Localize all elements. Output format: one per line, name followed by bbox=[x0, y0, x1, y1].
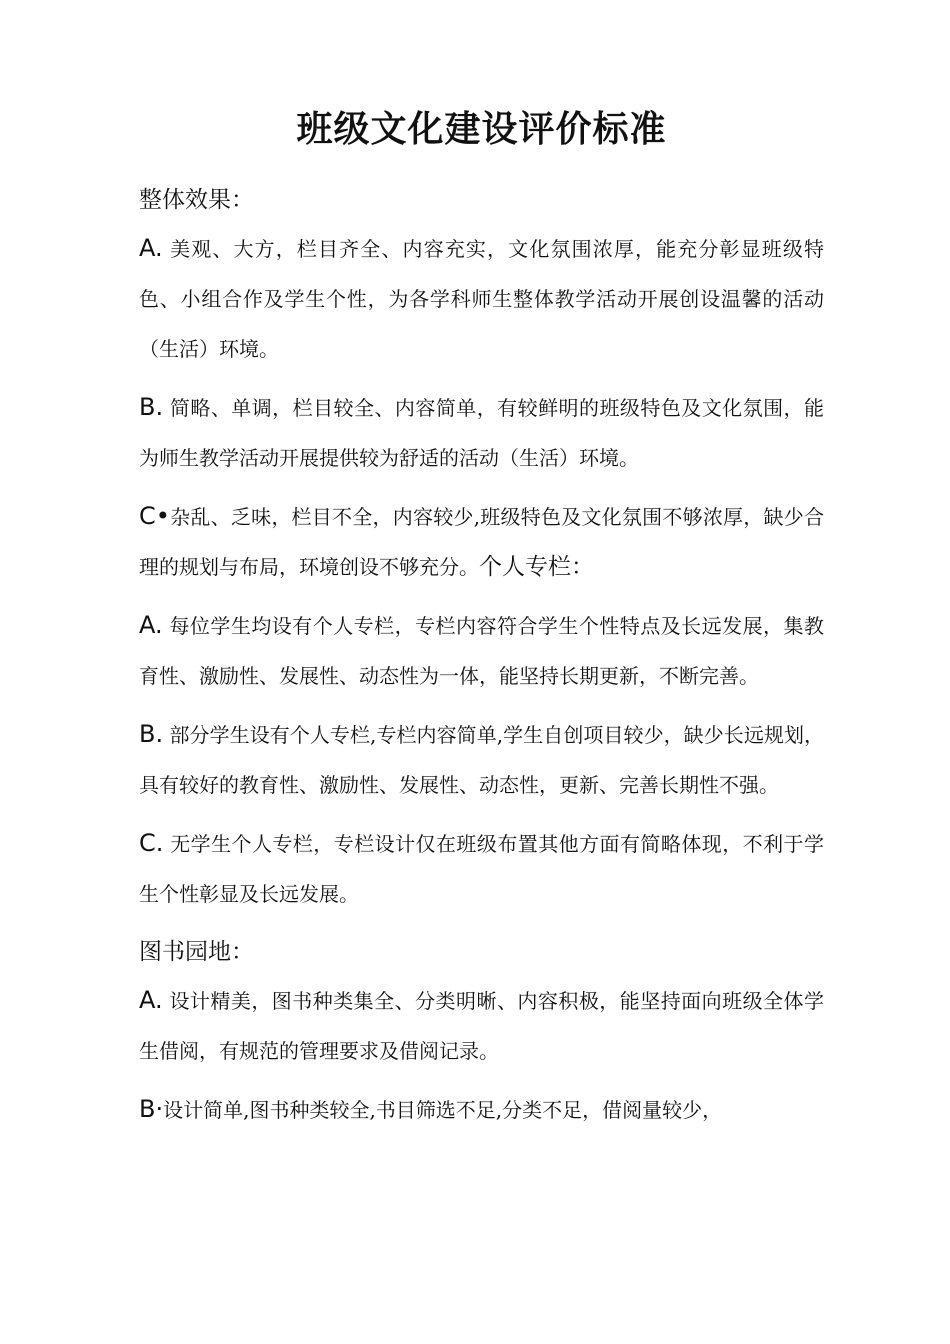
section-heading-personal: 个人专栏： bbox=[479, 554, 594, 580]
item-text: 杂乱、乏味，栏目不全，内容较少,班级特色及文化氛围不够浓厚，缺少合理的规划与布局，环境创设不够充分。 bbox=[139, 505, 824, 579]
item-label: B. bbox=[139, 393, 164, 421]
section-heading-overall: 整体效果： bbox=[139, 187, 254, 213]
section-heading-library: 图书园地： bbox=[139, 939, 254, 965]
overall-item-a bbox=[139, 223, 824, 374]
item-label: C. bbox=[139, 829, 164, 857]
overall-item-c bbox=[139, 491, 824, 592]
item-text: 美观、大方，栏目齐全、内容充实，文化氛围浓厚，能充分彰显班级特色、小组合作及学生个性，为各学科师生整体教学活动开展创设温馨的活动（生活）环境。 bbox=[139, 237, 824, 361]
item-label: C• bbox=[139, 502, 170, 530]
personal-item-c bbox=[139, 818, 824, 919]
item-text: 设计精美，图书种类集全、分类明晰、内容积极，能坚持面向班级全体学生借阅，有规范的管理要求及借阅记录。 bbox=[139, 989, 824, 1063]
personal-item-a bbox=[139, 600, 824, 701]
overall-item-b bbox=[139, 382, 824, 483]
library-item-b bbox=[139, 1084, 824, 1135]
personal-item-b bbox=[139, 709, 824, 810]
item-text: 设计简单,图书种类较全,书目筛选不足,分类不足，借阅量较少， bbox=[163, 1098, 723, 1122]
item-label: A. bbox=[139, 986, 163, 1014]
item-text: 部分学生设有个人专栏,专栏内容简单,学生自创项目较少，缺少长远规划，具有较好的教育性、激励性、发展性、动态性，更新、完善长期性不强。 bbox=[139, 723, 824, 797]
item-label: A. bbox=[139, 611, 163, 639]
item-label: B· bbox=[139, 1095, 164, 1123]
page-title: 班级文化建设评价标准 bbox=[296, 109, 667, 150]
item-text: 简略、单调，栏目较全、内容简单，有较鲜明的班级特色及文化氛围，能为师生教学活动开展提供较为舒适的活动（生活）环境。 bbox=[139, 396, 824, 470]
item-label: A. bbox=[139, 234, 163, 262]
item-text: 无学生个人专栏，专栏设计仅在班级布置其他方面有简略体现，不利于学生个性彰显及长远发展。 bbox=[139, 832, 824, 906]
library-item-a bbox=[139, 975, 824, 1076]
item-text: 每位学生均设有个人专栏，专栏内容符合学生个性特点及长远发展，集教育性、激励性、发展性、动态性为一体，能坚持长期更新，不断完善。 bbox=[139, 614, 824, 688]
item-label: B. bbox=[139, 720, 164, 748]
